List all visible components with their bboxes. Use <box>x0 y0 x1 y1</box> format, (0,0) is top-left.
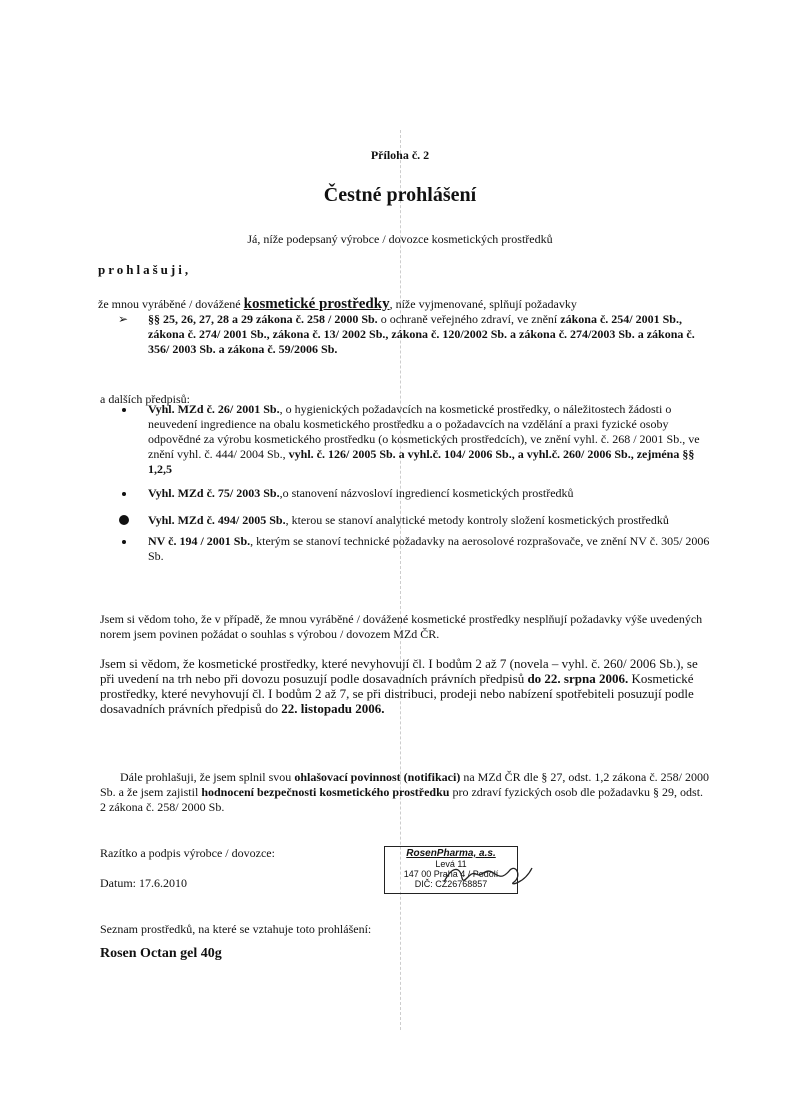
stamp-city: 147 00 Praha 4 / Podolí <box>403 869 499 879</box>
law-amendments: zákona č. 254/ 2001 Sb., zákona č. 274/ 2001 Sb., zákona č. 13/ 2002 Sb., zákona č. 120/2002 Sb. a zákona č. 274/2003 Sb. a zákona č. 356/ 2003 Sb. a zákona č. 59/2006 Sb. <box>148 312 695 356</box>
regulations-list <box>118 402 718 564</box>
compliance-start: že mnou vyráběné / dovážené <box>98 297 241 311</box>
regulation-title: Vyhl. MZd č. 26/ 2001 Sb. <box>148 402 280 416</box>
bullet-icon <box>122 540 126 544</box>
notification-paragraph <box>100 770 710 815</box>
regulation-desc: , o hygienických požadavcích na kosmetické prostředky, o náležitostech žádosti o neuvedení ingredience na obalu kosmetického prostředku a o požadavcích na vzdělání a praxi fyzické osoby odpovědné za výrobu kosmetického prostředku (o kosmetických prostředcích), ve znění vyhl. č. 268 / 2001 Sb., ve znění vyhl. č. 444/ 2004 Sb., <box>148 402 700 461</box>
deadline-date-1: do 22. srpna 2006. <box>527 671 629 686</box>
stamp-street: Levá 11 <box>435 859 467 869</box>
regulation-title: Vyhl. MZd č. 494/ 2005 Sb. <box>148 513 286 527</box>
regulation-amendments: vyhl. č. 126/ 2005 Sb. a vyhl.č. 104/ 2006 Sb., a vyhl.č. 260/ 2006 Sb., zejména §§ 1,2,5 <box>148 447 695 476</box>
law-sections: §§ 25, 26, 27, 28 a 29 zákona č. 258 / 2000 Sb. <box>148 312 378 326</box>
notification-text-2: na MZd ČR dle § 27, odst. 1,2 zákona č. 258/ 2000 Sb. a že jsem zajistil <box>100 770 709 799</box>
stamp-label: Razítko a podpis výrobce / dovozce: <box>100 846 275 860</box>
law-desc: o ochraně veřejného zdraví, ve znění <box>377 312 561 326</box>
fold-line <box>400 130 401 1030</box>
list-item <box>118 486 718 501</box>
compliance-sentence <box>98 296 577 313</box>
safety-assessment: hodnocení bezpečnosti kosmetického prostředku <box>201 785 450 799</box>
stamp-vat: DIČ: CZ26768857 <box>414 879 488 889</box>
bullet-icon <box>122 408 126 412</box>
compliance-end: , níže vyjmenované, splňují požadavky <box>389 297 577 311</box>
document-title: Čestné prohlášení <box>323 184 477 206</box>
other-regulations-label: a dalších předpisů: <box>100 392 190 406</box>
bullet-icon <box>119 515 129 525</box>
attachment-label: Příloha č. 2 <box>370 148 430 162</box>
stamp-company: RosenPharma, a.s. <box>406 848 496 859</box>
list-item <box>118 402 718 477</box>
regulation-title: Vyhl. MZd č. 75/ 2003 Sb. <box>148 486 280 500</box>
regulation-desc: , kterou se stanoví analytické metody kontroly složení kosmetických prostředků <box>285 513 669 527</box>
arrow-bullet-icon: ➢ <box>118 312 129 326</box>
regulation-title: NV č. 194 / 2001 Sb. <box>148 534 251 548</box>
notification-text-1: Dále prohlašuji, že jsem splnil svou <box>120 770 295 784</box>
regulation-desc: , kterým se stanoví technické požadavky na aerosolové rozprašovače, ve znění NV č. 305/ 2006 Sb. <box>148 534 710 563</box>
deadline-date-2: 22. listopadu 2006. <box>281 701 385 716</box>
intro-line: Já, níže podepsaný výrobce / dovozce kosmetických prostředků <box>247 232 553 246</box>
list-item <box>118 513 718 528</box>
notification-text-3: pro zdraví fyzických osob dle požadavku § 29, odst. 2 zákona č. 258/ 2000 Sb. <box>100 785 704 814</box>
deadline-text-1: Jsem si vědom, že kosmetické prostředky, které nevyhovují čl. I bodům 2 až 7 (novela – vyhl. č. 260/ 2006 Sb.), se při uvedení na trh nebo při dovozu posuzují podle dosavadních právních předpisů <box>100 656 698 686</box>
list-item <box>118 534 718 564</box>
notification-duty: ohlašovací povinnost (notifikaci) <box>294 770 461 784</box>
bullet-icon <box>122 492 126 496</box>
product-name: Rosen Octan gel 40g <box>100 946 222 961</box>
regulation-desc: ,o stanovení názvosloví ingrediencí kosmetických prostředků <box>279 486 574 500</box>
compliance-keyword: kosmetické prostředky <box>243 296 390 312</box>
declare-word: prohlašuji, <box>98 262 192 277</box>
approval-paragraph: Jsem si vědom toho, že v případě, že mnou vyráběné / dovážené kosmetické prostředky nesplňují požadavky výše uvedených norem jsem povinen požádat o souhlas s výrobou / dovozem MZd ČR. <box>100 612 703 641</box>
law-requirement <box>118 312 718 357</box>
deadline-text-2: Kosmetické prostředky, které nevyhovují čl. I bodům 2 až 7, se při distribuci, prodeji nebo nabízení spotřebiteli posuzují podle dosavadních právních předpisů do <box>100 671 694 716</box>
product-list-intro: Seznam prostředků, na které se vztahuje toto prohlášení: <box>100 922 372 936</box>
date-line: Datum: 17.6.2010 <box>100 876 187 890</box>
signature-icon <box>440 862 536 888</box>
deadline-paragraph <box>100 656 710 716</box>
